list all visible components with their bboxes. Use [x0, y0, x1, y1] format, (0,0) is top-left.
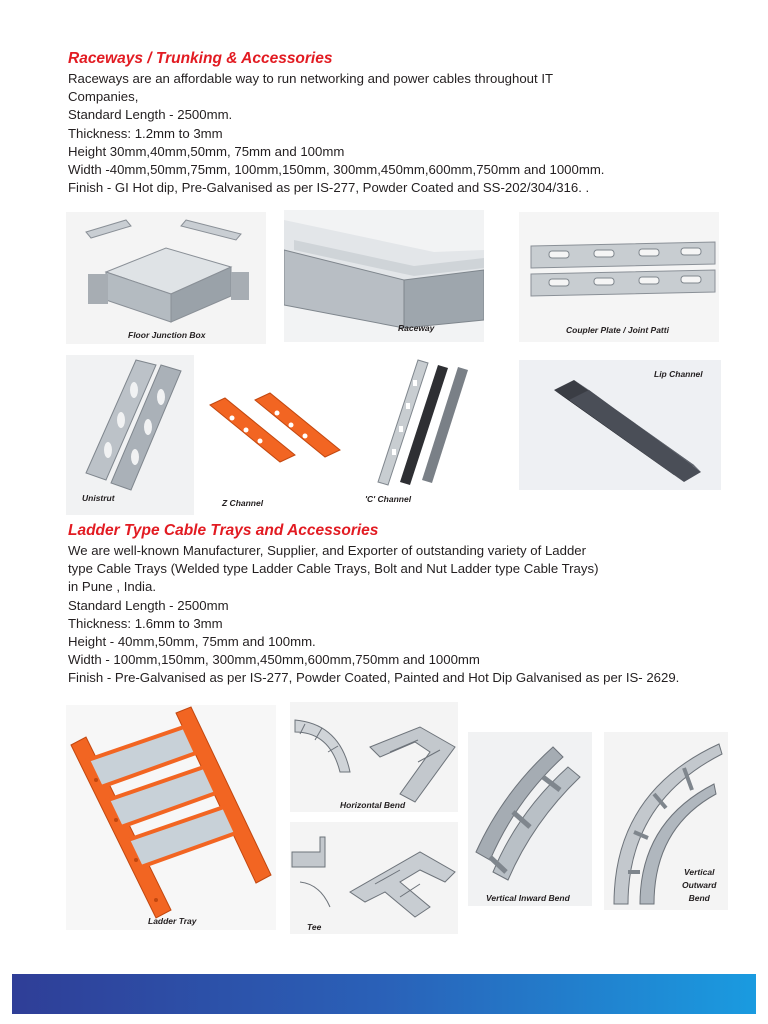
- caption-coupler-plate: Coupler Plate / Joint Patti: [566, 325, 669, 335]
- text-line: in Pune , India.: [68, 579, 156, 595]
- text-line: Companies,: [68, 89, 139, 105]
- caption-line: Bend: [688, 893, 710, 903]
- text-line: Raceways are an affordable way to run networking and power cables throughout IT: [68, 71, 554, 86]
- ladder-tray-image: [66, 705, 276, 930]
- c-channel-image: [358, 355, 478, 495]
- caption-lip-channel: Lip Channel: [654, 369, 703, 379]
- caption-z-channel: Z Channel: [222, 498, 264, 508]
- vertical-inward-bend-image: [468, 732, 592, 906]
- lip-channel-image: [519, 360, 721, 490]
- caption-floor-junction-box: Floor Junction Box: [128, 330, 206, 340]
- text-line: Standard Length - 2500mm: [68, 597, 229, 613]
- section-heading-ladder-trays: Ladder Type Cable Trays and Accessories: [68, 522, 379, 539]
- horizontal-bend-image: [290, 702, 458, 812]
- tee-image: [290, 822, 458, 934]
- caption-line: Outward: [682, 880, 717, 890]
- text-line: Height 30mm,40mm,50mm, 75mm and 100mm: [68, 143, 345, 159]
- text-line: Width -40mm,50mm,75mm, 100mm,150mm, 300mm,450mm,600mm,750mm and 1000mm.: [68, 162, 605, 178]
- text-line: Standard Length - 2500mm.: [68, 107, 233, 123]
- text-line: We are well-known Manufacturer, Supplier, and Exporter of outstanding variety of Ladder: [68, 543, 587, 558]
- raceways-description: [68, 70, 604, 197]
- caption-ladder-tray: Ladder Tray: [148, 916, 197, 926]
- caption-tee: Tee: [307, 922, 322, 932]
- caption-vertical-outward-bend: [682, 866, 716, 905]
- unistrut-image: [66, 355, 194, 515]
- caption-c-channel: 'C' Channel: [365, 494, 412, 504]
- caption-unistrut: Unistrut: [82, 493, 115, 503]
- z-channel-image: [200, 360, 350, 495]
- caption-raceway: Raceway: [398, 323, 435, 333]
- footer-bar: [12, 974, 756, 1014]
- text-line: type Cable Trays (Welded type Ladder Cable Trays, Bolt and Nut Ladder type Cable Trays): [68, 561, 599, 577]
- text-line: Finish - GI Hot dip, Pre-Galvanised as per IS-277, Powder Coated and SS-202/304/316. .: [68, 180, 590, 196]
- coupler-plate-image: [519, 212, 719, 342]
- floor-junction-box-image: [66, 212, 266, 344]
- section-heading-raceways: Raceways / Trunking & Accessories: [68, 50, 333, 67]
- caption-horizontal-bend: Horizontal Bend: [340, 800, 406, 810]
- text-line: Width - 100mm,150mm, 300mm,450mm,600mm,750mm and 1000mm: [68, 652, 480, 668]
- ladder-trays-description: [68, 542, 679, 688]
- text-line: Height - 40mm,50mm, 75mm and 100mm.: [68, 634, 316, 650]
- text-line: Thickness: 1.2mm to 3mm: [68, 125, 223, 141]
- raceway-image: [284, 210, 484, 342]
- text-line: Thickness: 1.6mm to 3mm: [68, 615, 223, 631]
- caption-vertical-inward-bend: Vertical Inward Bend: [486, 893, 570, 903]
- text-line: Finish - Pre-Galvanised as per IS-277, Powder Coated, Painted and Hot Dip Galvanised as per IS- 2629.: [68, 670, 680, 686]
- caption-line: Vertical: [684, 867, 715, 877]
